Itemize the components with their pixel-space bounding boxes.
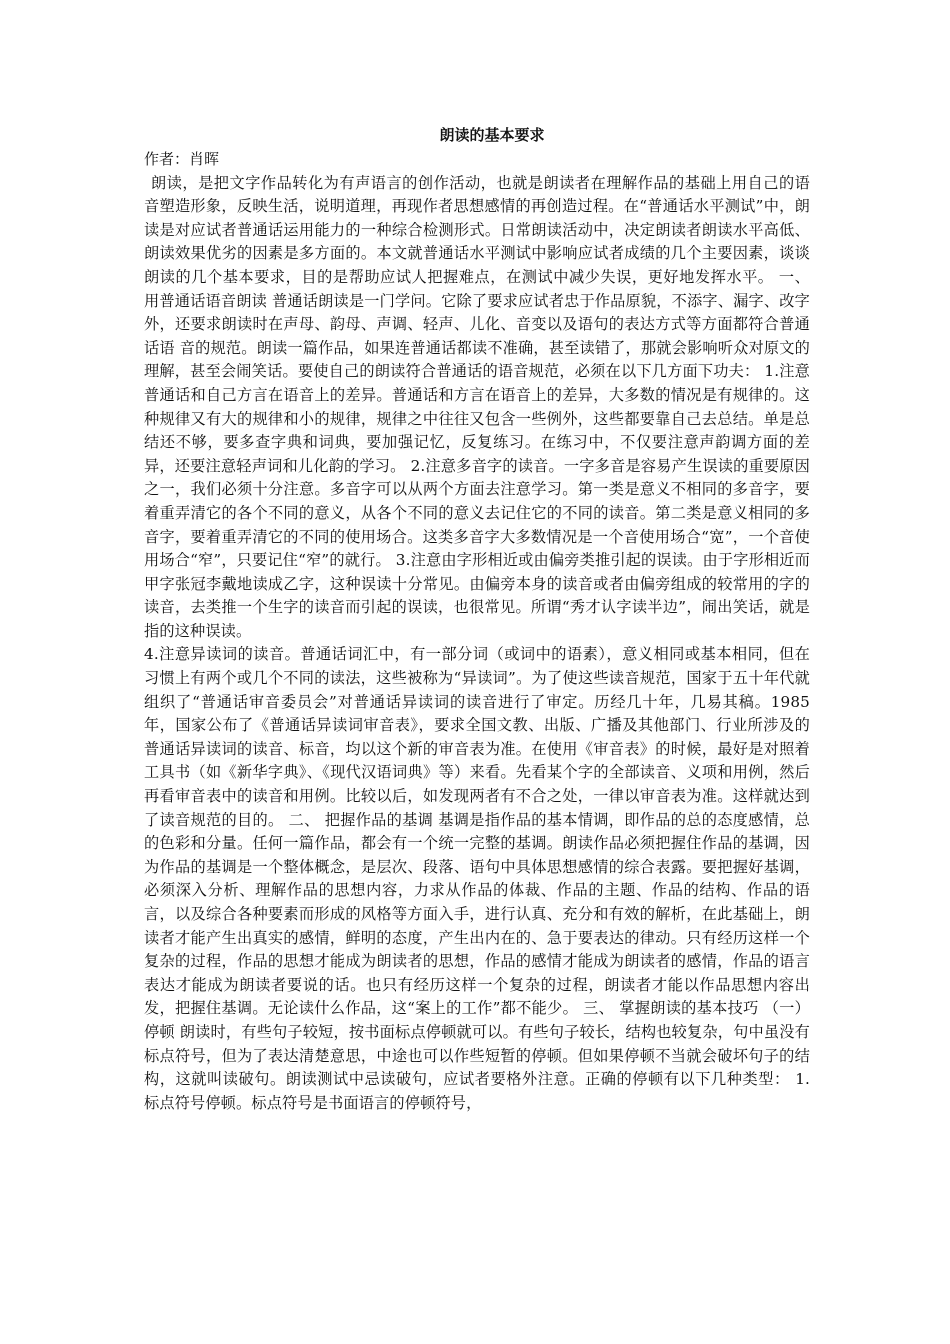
body-paragraph-2: 4.注意异读词的读音。普通话词汇中，有一部分词（或词中的语素），意义相同或基本相同，但在习惯上有两个或几个不同的读法，这些被称为“异读词”。为了使这些读音规范，国家于五十年代就组织了“普通话审音委员会”对普通话异读词的读音进行了审定。历经几十年，几易其稿。1985年，国家公布了《普通话异读词审音表》，要求全国文教、出版、广播及其他部门、行业所涉及的普通话异读词的读音、标音，均以这个新的审音表为准。在使用《审音表》的时候，最好是对照着工具书（如《新华字典》、《现代汉语词典》等）来看。先看某个字的全部读音、义项和用例，然后再看审音表中的读音和用例。比较以后，如发现两者有不合之处，一律以审音表为准。这样就达到了读音规范的目的。 二、 把握作品的基调 基调是指作品的基本情调，即作品的总的态度感情，总的色彩和分量。任何一篇作品，都会有一个统一完整的基调。朗读作品必须把握住作品的基调，因为作品的基调是一个整体概念，是层次、段落、语句中具体思想感情的综合表露。要把握好基调，必须深入分析、理解作品的思想内容，力求从作品的体裁、作品的主题、作品的结构、作品的语言，以及综合各种要素而形成的风格等方面入手，进行认真、充分和有效的解析，在此基础上，朗读者才能产生出真实的感情，鲜明的态度，产生出内在的、急于要表达的律动。只有经历这样一个复杂的过程，作品的思想才能成为朗读者的思想，作品的感情才能成为朗读者的感情，作品的语言表达才能成为朗读者要说的话。也只有经历这样一个复杂的过程，朗读者才能以作品思想内容出发，把握住基调。无论读什么作品，这“案上的工作”都不能少。 三、 掌握朗读的基本技巧 （一） 停顿 朗读时，有些句子较短，按书面标点停顿就可以。有些句子较长，结构也较复杂，句中虽没有标点符号，但为了表达清楚意思，中途也可以作些短暂的停顿。但如果停顿不当就会破坏句子的结构，这就叫读破句。朗读测试中忌读破句，应试者要格外注意。正确的停顿有以下几种类型： 1. 标点符号停顿。标点符号是书面语言的停顿符号， [144,645,810,1112]
document-page [144,124,810,1115]
document-title: 朗读的基本要求 [439,126,545,144]
body-paragraph-1: 朗读，是把文字作品转化为有声语言的创作活动，也就是朗读者在理解作品的基础上用自己的语音塑造形象，反映生活，说明道理，再现作者思想感情的再创造过程。在“普通话水平测试”中，朗读是对应试者普通话运用能力的一种综合检测形式。日常朗读活动中，决定朗读者朗读水平高低、朗读效果优劣的因素是多方面的。本文就普通话水平测试中影响应试者成绩的几个主要因素，谈谈朗读的几个基本要求，目的是帮助应试人把握难点，在测试中减少失误，更好地发挥水平。 一、 用普通话语音朗读 普通话朗读是一门学问。它除了要求应试者忠于作品原貌，不添字、漏字、改字外，还要求朗读时在声母、韵母、声调、轻声、儿化、音变以及语句的表达方式等方面都符合普通话语 音的规范。朗读一篇作品，如果连普通话都读不准确，甚至读错了，那就会影响听众对原文的理解，甚至会闹笑话。要使自己的朗读符合普通话的语音规范，必须在以下几方面下功夫： 1.注意普通话和自己方言在语音上的差异。普通话和方言在语音上的差异，大多数的情况是有规律的。这种规律又有大的规律和小的规律，规律之中往往又包含一些例外，这些都要靠自己去总结。单是总结还不够，要多查字典和词典，要加强记忆，反复练习。在练习中，不仅要注意声韵调方面的差异，还要注意轻声词和儿化韵的学习。 2.注意多音字的读音。一字多音是容易产生误读的重要原因之一，我们必须十分注意。多音字可以从两个方面去注意学习。第一类是意义不相同的多音字，要着重弄清它的各个不同的意义，从各个不同的意义去记住它的不同的读音。第二类是意义相同的多音字，要着重弄清它的不同的使用场合。这类多音字大多数情况是一个音使用场合“宽”，一个音使用场合“窄”，只要记住“窄”的就行。 3.注意由字形相近或由偏旁类推引起的误读。由于字形相近而甲字张冠李戴地读成乙字，这种误读十分常见。由偏旁本身的读音或者由偏旁组成的较常用的字的读音，去类推一个生字的读音而引起的误读，也很常见。所谓“秀才认字读半边”，闹出笑话，就是指的这种误读。 [144,173,810,640]
author-line: 作者：肖晖 [144,150,220,168]
